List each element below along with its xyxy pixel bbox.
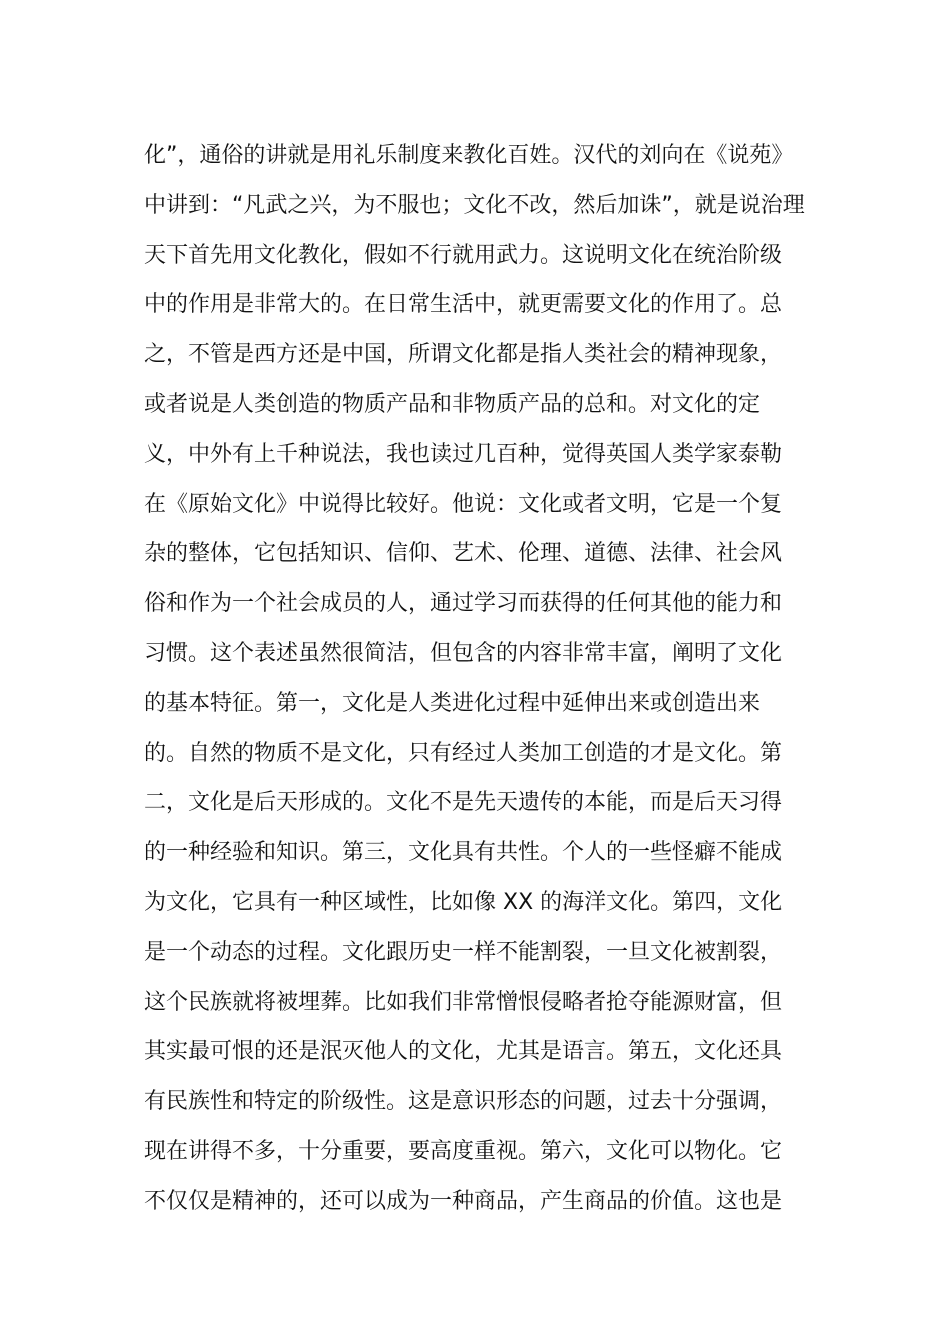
text-line: 为文化，它具有一种区域性，比如像 XX 的海洋文化。第四，文化: [144, 889, 783, 915]
text-line: 在《原始文化》中说得比较好。他说：文化或者文明，它是一个复: [144, 491, 783, 517]
text-line: 的一种经验和知识。第三，文化具有共性。个人的一些怪癖不能成: [144, 840, 783, 866]
text-line: 杂的整体，它包括知识、信仰、艺术、伦理、道德、法律、社会风: [144, 541, 783, 567]
text-line: 习惯。这个表述虽然很简洁，但包含的内容非常丰富，阐明了文化: [144, 640, 783, 666]
body-text: [144, 131, 814, 1227]
text-line: 中的作用是非常大的。在日常生活中，就更需要文化的作用了。总: [144, 292, 783, 318]
text-line: 化”，通俗的讲就是用礼乐制度来教化百姓。汉代的刘向在《说苑》: [144, 143, 794, 168]
text-line: 的基本特征。第一，文化是人类进化过程中延伸出来或创造出来: [144, 690, 761, 716]
text-line: 天下首先用文化教化，假如不行就用武力。这说明文化在统治阶级: [144, 242, 783, 268]
text-line: 不仅仅是精神的，还可以成为一种商品，产生商品的价值。这也是: [144, 1188, 783, 1214]
text-line: 或者说是人类创造的物质产品和非物质产品的总和。对文化的定: [144, 391, 761, 417]
text-line: 其实最可恨的还是泯灭他人的文化，尤其是语言。第五，文化还具: [144, 1039, 783, 1065]
text-line: 俗和作为一个社会成员的人，通过学习而获得的任何其他的能力和: [144, 591, 783, 617]
text-line: 二，文化是后天形成的。文化不是先天遗传的本能，而是后天习得: [144, 790, 783, 816]
text-line: 是一个动态的过程。文化跟历史一样不能割裂，一旦文化被割裂，: [144, 939, 783, 965]
text-line: 之，不管是西方还是中国，所谓文化都是指人类社会的精神现象，: [144, 342, 783, 368]
text-line: 这个民族就将被埋葬。比如我们非常憎恨侵略者抢夺能源财富，但: [144, 989, 783, 1015]
text-line: 义，中外有上千种说法，我也读过几百种，觉得英国人类学家泰勒: [144, 441, 783, 467]
text-line: 中讲到：“凡武之兴，为不服也；文化不改，然后加诛”，就是说治理: [144, 192, 805, 218]
text-line: 有民族性和特定的阶级性。这是意识形态的问题，过去十分强调，: [144, 1089, 783, 1115]
text-line: 的。自然的物质不是文化，只有经过人类加工创造的才是文化。第: [144, 740, 783, 766]
text-line: 现在讲得不多，十分重要，要高度重视。第六，文化可以物化。它: [144, 1138, 783, 1164]
